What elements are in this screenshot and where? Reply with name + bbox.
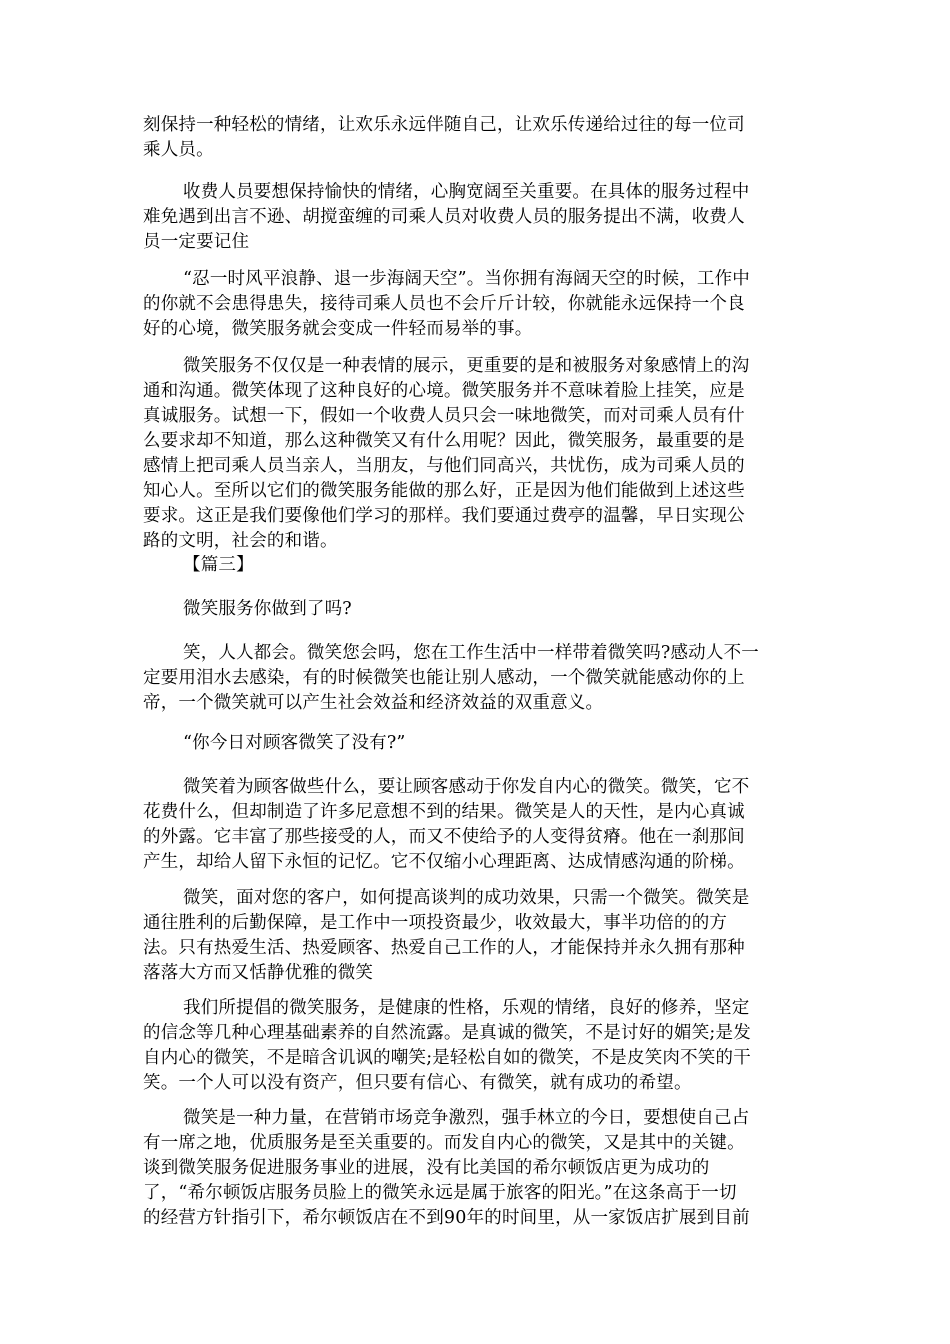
section-heading-text: 【篇三】 [183,555,254,575]
text-line: 的经营方针指引下，希尔顿饭店在不到90年的时间里，从一家饭店扩展到目前 [143,1208,750,1228]
text-line: 收费人员要想保持愉快的情绪，心胸宽阔至关重要。在具体的服务过程中 [183,182,750,202]
text-line: 微笑服务不仅仅是一种表情的展示，更重要的是和被服务对象感情上的沟 [183,356,750,376]
paragraph [143,1106,803,1231]
text-line: 微笑服务你做到了吗? [183,599,352,619]
paragraph [143,354,803,554]
text-line: 微笑是一种力量，在营销市场竞争激烈，强手林立的今日，要想使自己占 [183,1108,750,1128]
paragraph [143,113,803,163]
text-line: 么要求却不知道，那么这种微笑又有什么用呢？因此，微笑服务，最重要的是 [143,431,745,451]
section-heading [143,553,803,578]
text-line: 落落大方而又恬静优雅的微笑 [143,963,374,983]
text-line: 我们所提倡的微笑服务，是健康的性格，乐观的情绪，良好的修养，坚定 [183,998,750,1018]
text-line: 微笑，面对您的客户，如何提高谈判的成功效果，只需一个微笑。微笑是 [183,888,750,908]
text-line: 通往胜利的后勤保障，是工作中一项投资最少，收效最大，事半功倍的的方 [143,913,728,933]
text-line: 的外露。它丰富了那些接受的人，而又不使给予的人变得贫瘠。他在一刹那间 [143,827,745,847]
paragraph [143,641,803,716]
text-line: 笑，人人都会。微笑您会吗，您在工作生活中一样带着微笑吗?感动人不一 [183,643,759,663]
text-line: 了，“希尔顿饭店服务员脸上的微笑永远是属于旅客的阳光。”在这条高于一切 [143,1183,737,1203]
text-line: 花费什么，但却制造了许多尼意想不到的结果。微笑是人的天性，是内心真诚 [143,802,745,822]
text-line: 的你就不会患得患失，接待司乘人员也不会斤斤计较，你就能永远保持一个良 [143,294,745,314]
text-line: 帝，一个微笑就可以产生社会效益和经济效益的双重意义。 [143,693,604,713]
text-line: 自内心的微笑，不是暗含讥讽的嘲笑;是轻松自如的微笑，不是皮笑肉不笑的干 [143,1048,751,1068]
text-line: 好的心境，微笑服务就会变成一件轻而易举的事。 [143,319,533,339]
text-line: 真诚服务。试想一下，假如一个收费人员只会一味地微笑，而对司乘人员有什 [143,406,745,426]
text-line: 路的文明，社会的和谐。 [143,531,338,551]
text-line: 产生，却给人留下永恒的记忆。它不仅缩小心理距离、达成情感沟通的阶梯。 [143,852,745,872]
paragraph [143,996,803,1096]
text-line: 微笑着为顾客做些什么，要让顾客感动于你发自内心的微笑。微笑，它不 [183,777,750,797]
text-line: 笑。一个人可以没有资产，但只要有信心、有微笑，就有成功的希望。 [143,1073,692,1093]
text-line: 感情上把司乘人员当亲人，当朋友，与他们同高兴，共忧伤，成为司乘人员的 [143,456,745,476]
text-line: 知心人。至所以它们的微笑服务能做的那么好，正是因为他们能做到上述这些 [143,481,745,501]
text-line: 乘人员。 [143,140,214,160]
text-line: “忍一时风平浪静、退一步海阔天空”。当你拥有海阔天空的时候，工作中 [183,269,750,289]
text-line: 的信念等几种心理基础素养的自然流露。是真诚的微笑，不是讨好的媚笑;是发 [143,1023,751,1043]
text-line: 定要用泪水去感染，有的时候微笑也能让别人感动，一个微笑就能感动你的上 [143,668,745,688]
text-line: 有一席之地，优质服务是至关重要的。而发自内心的微笑，又是其中的关键。 [143,1133,745,1153]
text-line: 法。只有热爱生活、热爱顾客、热爱自己工作的人，才能保持并永久拥有那种 [143,938,745,958]
text-line: 谈到微笑服务促进服务事业的进展，没有比美国的希尔顿饭店更为成功的 [143,1158,710,1178]
text-line: 刻保持一种轻松的情绪，让欢乐永远伴随自己，让欢乐传递给过往的每一位司 [143,115,745,135]
text-line: 难免遇到出言不逊、胡搅蛮缠的司乘人员对收费人员的服务提出不满，收费人 [143,207,745,227]
paragraph [143,267,803,342]
paragraph [143,775,803,875]
paragraph [143,180,803,255]
paragraph [143,886,803,986]
text-line: 员一定要记住 [143,232,250,252]
paragraph [143,597,803,622]
paragraph [143,731,803,756]
text-line: “你今日对顾客微笑了没有?” [183,733,406,753]
text-line: 要求。这正是我们要像他们学习的那样。我们要通过费亭的温馨，早日实现公 [143,506,745,526]
text-line: 通和沟通。微笑体现了这种良好的心境。微笑服务并不意味着脸上挂笑，应是 [143,381,745,401]
